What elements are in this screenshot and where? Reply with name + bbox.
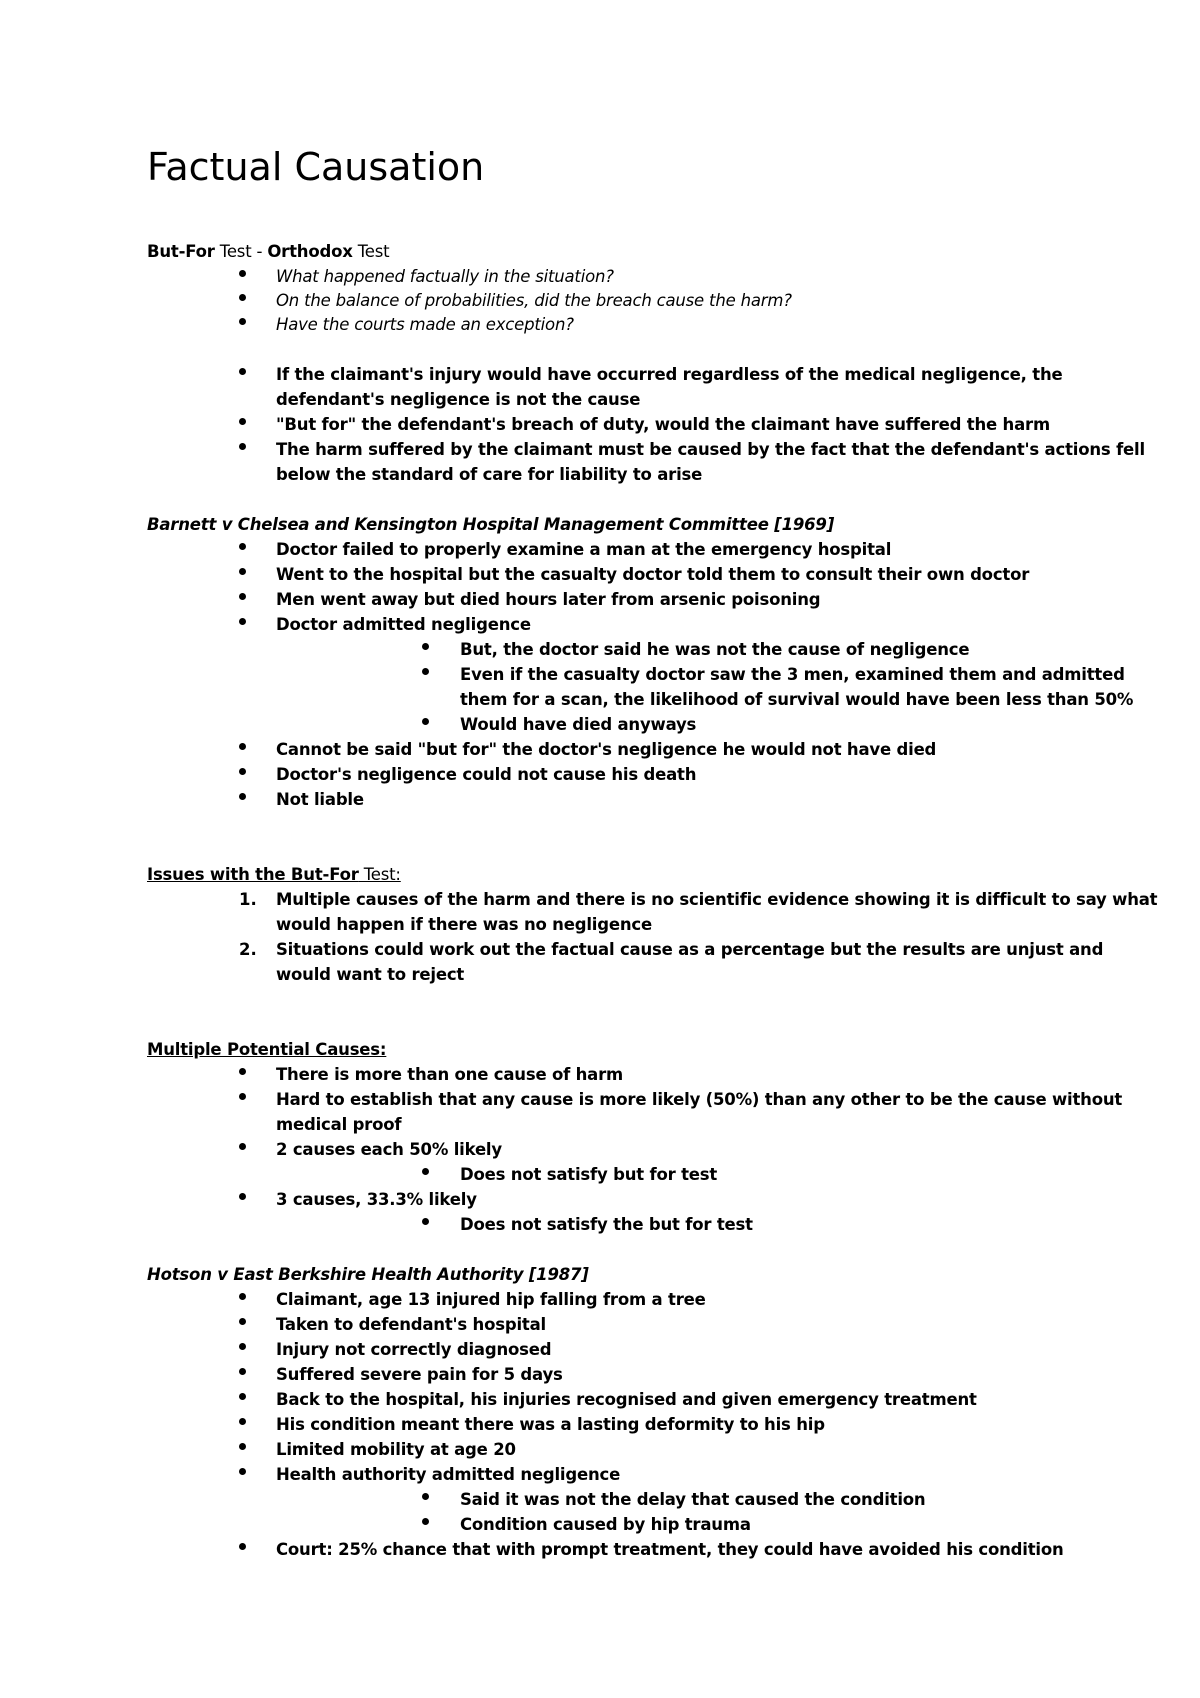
bullet-icon [239, 1468, 246, 1475]
bullet-icon [239, 1093, 246, 1100]
list-item: Claimant, age 13 injured hip falling from a tree [276, 1290, 706, 1309]
bullet-icon [422, 1518, 429, 1525]
numbered-item: Situations could work out the factual cause as a percentage but the results are unjust and [276, 940, 1104, 959]
bullet-icon [239, 1318, 246, 1325]
list-item: The harm suffered by the claimant must be caused by the fact that the defendant's actions fell [276, 440, 1145, 459]
case-heading-hotson: Hotson v East Berkshire Health Authority [1987] [147, 1265, 589, 1284]
page-title: Factual Causation [147, 145, 485, 189]
list-item-continuation: below the standard of care for liability to arise [276, 465, 703, 484]
multiple-causes-heading: Multiple Potential Causes: [147, 1040, 387, 1059]
sub-list-item: Said it was not the delay that caused the condition [460, 1490, 926, 1509]
question-item: What happened factually in the situation? [276, 267, 614, 286]
list-item: Not liable [276, 790, 364, 809]
bullet-icon [239, 270, 246, 277]
bullet-icon [239, 1143, 246, 1150]
list-item: Limited mobility at age 20 [276, 1440, 516, 1459]
list-item-continuation: medical proof [276, 1115, 402, 1134]
numbered-item-continuation: would happen if there was no negligence [276, 915, 652, 934]
list-item: Hard to establish that any cause is more likely (50%) than any other to be the cause without [276, 1090, 1123, 1109]
bullet-icon [422, 1218, 429, 1225]
issues-heading-underlined: Issues with the But-For [147, 865, 359, 884]
bullet-icon [239, 1293, 246, 1300]
list-item-continuation: defendant's negligence is not the cause [276, 390, 641, 409]
sub-list-item: Condition caused by hip trauma [460, 1515, 751, 1534]
list-item: Court: 25% chance that with prompt treatment, they could have avoided his condition [276, 1540, 1064, 1559]
list-item: If the claimant's injury would have occurred regardless of the medical negligence, the [276, 365, 1063, 384]
list-item: Taken to defendant's hospital [276, 1315, 547, 1334]
sub-list-item-continuation: them for a scan, the likelihood of survival would have been less than 50% [460, 690, 1134, 709]
sub-list-item: Does not satisfy but for test [460, 1165, 718, 1184]
butfor-heading [147, 240, 389, 264]
list-item: Doctor failed to properly examine a man at the emergency hospital [276, 540, 892, 559]
list-item: Went to the hospital but the casualty doctor told them to consult their own doctor [276, 565, 1030, 584]
numbered-item-continuation: would want to reject [276, 965, 465, 984]
list-item: Health authority admitted negligence [276, 1465, 621, 1484]
list-item: Back to the hospital, his injuries recognised and given emergency treatment [276, 1390, 977, 1409]
butfor-heading-part2: Test [352, 242, 390, 261]
bullet-icon [239, 768, 246, 775]
bullet-icon [239, 1068, 246, 1075]
bullet-icon [422, 1493, 429, 1500]
list-item: Doctor admitted negligence [276, 615, 531, 634]
list-item: His condition meant there was a lasting deformity to his hip [276, 1415, 825, 1434]
butfor-heading-bold2: Orthodox [267, 242, 353, 261]
bullet-icon [239, 368, 246, 375]
list-item: Injury not correctly diagnosed [276, 1340, 552, 1359]
list-item: 3 causes, 33.3% likely [276, 1190, 477, 1209]
list-item: Suffered severe pain for 5 days [276, 1365, 563, 1384]
bullet-icon [422, 1168, 429, 1175]
numbered-item: Multiple causes of the harm and there is no scientific evidence showing it is difficult to say what [276, 890, 1158, 909]
list-item: Men went away but died hours later from arsenic poisoning [276, 590, 821, 609]
question-item: On the balance of probabilities, did the breach cause the harm? [276, 291, 792, 310]
butfor-heading-part: Test - [214, 242, 268, 261]
bullet-icon [239, 568, 246, 575]
list-item: Doctor's negligence could not cause his death [276, 765, 697, 784]
bullet-icon [239, 318, 246, 325]
list-item: "But for" the defendant's breach of duty, would the claimant have suffered the harm [276, 415, 1050, 434]
bullet-icon [239, 743, 246, 750]
bullet-icon [239, 793, 246, 800]
issues-heading-rest: Test: [358, 865, 401, 884]
sub-list-item: Even if the casualty doctor saw the 3 men, examined them and admitted [460, 665, 1125, 684]
bullet-icon [422, 643, 429, 650]
bullet-icon [239, 1343, 246, 1350]
bullet-icon [239, 1193, 246, 1200]
sub-list-item: Would have died anyways [460, 715, 697, 734]
bullet-icon [239, 294, 246, 301]
bullet-icon [422, 718, 429, 725]
list-number: 1. [239, 890, 257, 909]
bullet-icon [239, 618, 246, 625]
bullet-icon [239, 1418, 246, 1425]
bullet-icon [239, 1393, 246, 1400]
bullet-icon [239, 1543, 246, 1550]
bullet-icon [239, 593, 246, 600]
list-item: 2 causes each 50% likely [276, 1140, 502, 1159]
case-heading-barnett: Barnett v Chelsea and Kensington Hospital Management Committee [1969] [147, 515, 835, 534]
bullet-icon [239, 418, 246, 425]
list-item: Cannot be said "but for" the doctor's negligence he would not have died [276, 740, 937, 759]
bullet-icon [239, 443, 246, 450]
issues-heading [147, 863, 401, 887]
question-item: Have the courts made an exception? [276, 315, 574, 334]
sub-list-item: But, the doctor said he was not the cause of negligence [460, 640, 970, 659]
bullet-icon [239, 543, 246, 550]
bullet-icon [422, 668, 429, 675]
butfor-heading-bold: But-For [147, 242, 215, 261]
bullet-icon [239, 1368, 246, 1375]
list-number: 2. [239, 940, 257, 959]
sub-list-item: Does not satisfy the but for test [460, 1215, 753, 1234]
list-item: There is more than one cause of harm [276, 1065, 624, 1084]
bullet-icon [239, 1443, 246, 1450]
